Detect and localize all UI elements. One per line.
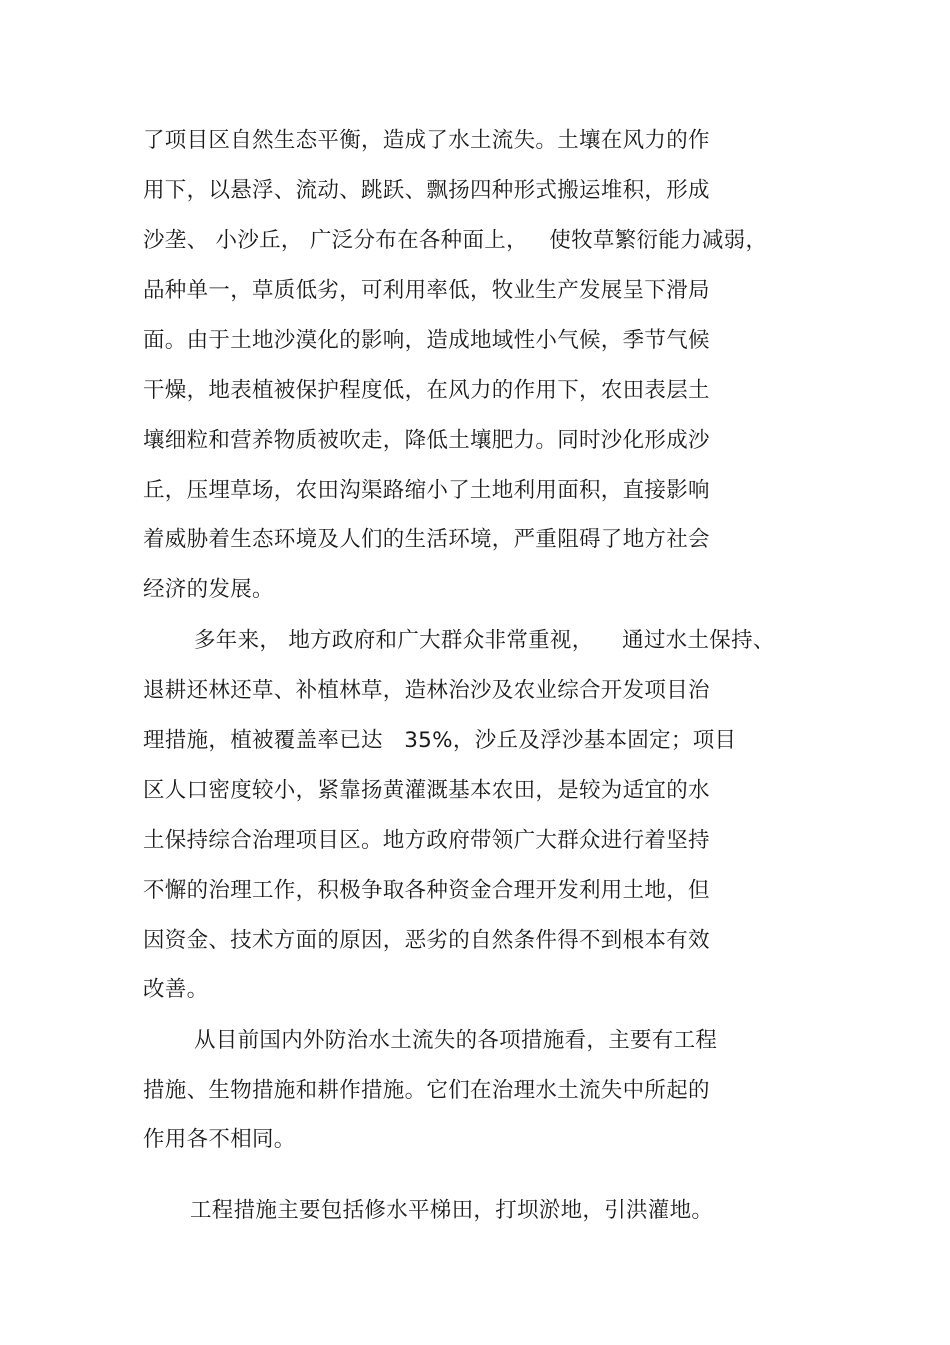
text-line: 不懈的治理工作，积极争取各种资金合理开发利用土地，但: [143, 878, 710, 903]
text-line: 了项目区自然生态平衡，造成了水土流失。土壤在风力的作: [143, 128, 710, 153]
text-line: 干燥，地表植被保护程度低，在风力的作用下，农田表层土: [143, 378, 710, 403]
text-line: 作用各不相同。: [143, 1127, 296, 1152]
text-line: 从目前国内外防治水土流失的各项措施看，主要有工程: [194, 1028, 718, 1053]
text-line: 理措施，植被覆盖率已达 35%，沙丘及浮沙基本固定；项目: [143, 728, 737, 753]
text-line: 用下，以悬浮、流动、跳跃、飘扬四种形式搬运堆积，形成: [143, 178, 710, 203]
text-line: 土保持综合治理项目区。地方政府带领广大群众进行着坚持: [143, 828, 710, 853]
text-line: 面。由于土地沙漠化的影响，造成地域性小气候，季节气候: [143, 328, 710, 353]
text-line: 经济的发展。: [143, 577, 274, 602]
text-line: 改善。: [143, 977, 209, 1002]
text-line: 措施、生物措施和耕作措施。它们在治理水土流失中所起的: [143, 1078, 710, 1103]
text-line: 因资金、技术方面的原因，恶劣的自然条件得不到根本有效: [143, 928, 710, 953]
text-line: 多年来， 地方政府和广大群众非常重视， 通过水土保持、: [194, 628, 775, 653]
text-line: 工程措施主要包括修水平梯田，打坝淤地，引洪灌地。: [190, 1198, 714, 1223]
text-line: 壤细粒和营养物质被吹走，降低土壤肥力。同时沙化形成沙: [143, 428, 710, 453]
text-line: 品种单一，草质低劣，可利用率低，牧业生产发展呈下滑局: [143, 278, 710, 303]
text-line: 退耕还林还草、补植林草，造林治沙及农业综合开发项目治: [143, 678, 710, 703]
text-line: 着威胁着生态环境及人们的生活环境，严重阻碍了地方社会: [143, 527, 710, 552]
text-line: 丘，压埋草场，农田沟渠路缩小了土地利用面积，直接影响: [143, 478, 710, 503]
text-line: 区人口密度较小，紧靠扬黄灌溉基本农田，是较为适宜的水: [143, 778, 710, 803]
text-line: 沙垄、 小沙丘， 广泛分布在各种面上， 使牧草繁衍能力减弱，: [143, 228, 768, 253]
